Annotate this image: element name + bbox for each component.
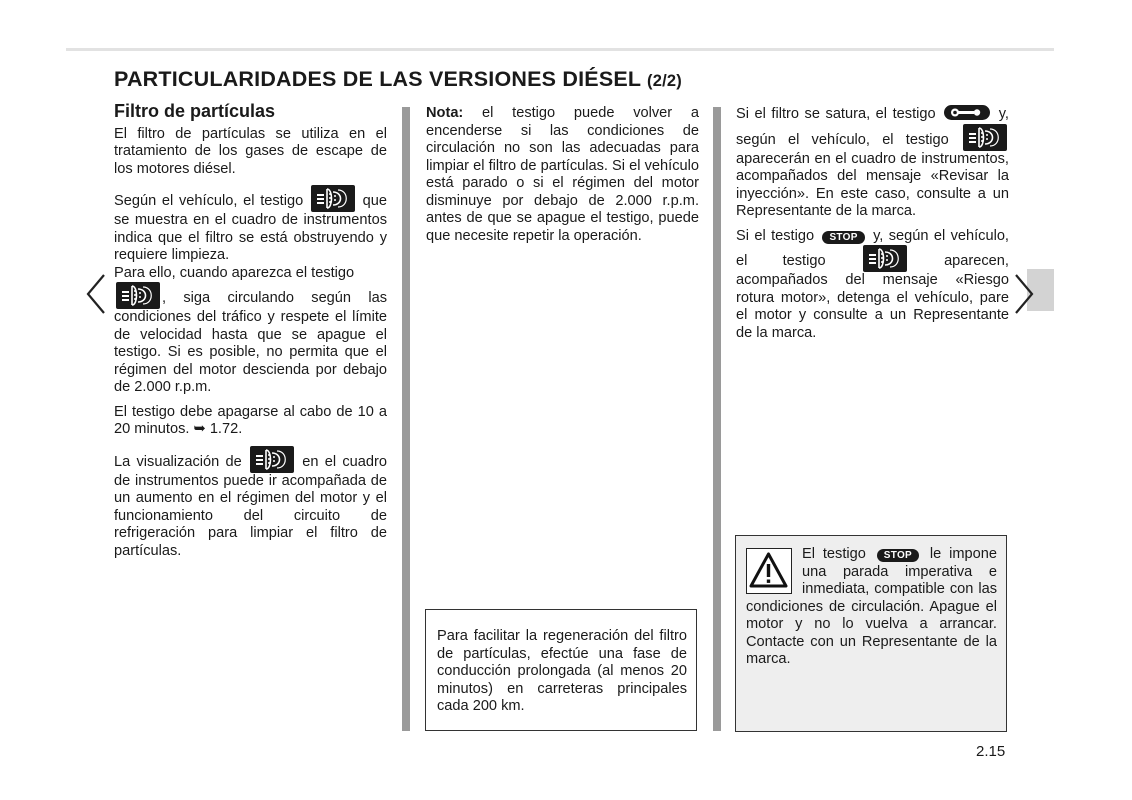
column-1 xyxy=(114,103,387,567)
page-number: 2.15 xyxy=(976,743,1006,760)
particle-filter-warning-icon xyxy=(863,245,907,272)
next-page-button[interactable] xyxy=(1010,272,1038,316)
paragraph-intro: El filtro de partículas se utiliza en el tratamiento de los gases de escape de los motores diésel. xyxy=(114,125,387,177)
paragraph-warning-light: Según el vehículo, el testigo que se muestra en el cuadro de instrumentos indica que el filtro se está obstruyendo y requiere limpieza. xyxy=(114,185,387,265)
paragraph-instructions: Para ello, cuando aparezca el testigo , siga circulando según las condiciones del tráfico y respete el límite de velocidad hasta que se apague el testigo. Si es posible, no permita que el régimen del motor descienda por debajo de 2.000 r.p.m. xyxy=(114,264,387,395)
column-separator xyxy=(713,107,721,731)
stop-warning-box xyxy=(735,535,1007,732)
title-part: (2/2) xyxy=(647,72,682,90)
paragraph-stop-warning: Si el testigo STOP y, según el vehículo, el testigo aparecen, acompañados del mensaje «Riesgo rotura motor», detenga el vehículo, pare el motor y consulte a un Representante de la marca. xyxy=(736,227,1009,341)
note-paragraph: Nota: el testigo puede volver a encenderse si las condiciones de circulación no son las adecuadas para limpiar el filtro de partículas. Si el vehículo está parado o si el régimen del motor disminuye por debajo de 2.000 r.p.m. antes de que se apague el testigo, puede que necesite repetir la operación. xyxy=(426,105,699,244)
previous-page-button[interactable] xyxy=(82,272,110,316)
particle-filter-warning-icon xyxy=(250,446,294,473)
paragraph-saturated-filter: Si el filtro se satura, el testigo y, según el vehículo, el testigo aparecerán en el cuadro de instrumentos, acompañados del mensaje «Revisar la inyección». En este caso, consulte a un Representante de la marca. xyxy=(736,106,1009,219)
particle-filter-warning-icon xyxy=(963,124,1007,151)
page-title: PARTICULARIDADES DE LAS VERSIONES DIÉSEL (2/2) xyxy=(114,67,682,91)
service-wrench-warning-icon xyxy=(944,105,990,120)
stop-warning-text: El testigo STOP le impone una parada imperativa e inmediata, compatible con las condiciones de circulación. Apague el motor y no lo vuelva a arrancar. Contacte con un Representante de la marca. xyxy=(746,546,997,667)
note-label: Nota: xyxy=(426,105,464,121)
paragraph-duration: El testigo debe apagarse al cabo de 10 a 20 minutos. ➥ 1.72. xyxy=(114,403,387,437)
particle-filter-warning-icon xyxy=(311,185,355,212)
column-3 xyxy=(736,105,1009,349)
paragraph-display: La visualización de en el cuadro de instrumentos puede ir acompañada de un aumento en el régimen del motor y el funcionamiento del circuito de refrigeración para limpiar el filtro de partículas. xyxy=(114,446,387,561)
regeneration-tip-text: Para facilitar la regeneración del filtro de partículas, efectúe una fase de conducción prolongada (al menos 20 minutos) en carreteras principales cada 200 km. xyxy=(437,628,687,714)
regeneration-tip-box xyxy=(425,609,697,731)
page-reference[interactable]: 1.72. xyxy=(209,421,243,437)
stop-warning-icon: STOP xyxy=(877,549,919,562)
particle-filter-warning-icon xyxy=(116,282,160,309)
stop-warning-icon: STOP xyxy=(822,231,864,244)
chevron-right-icon xyxy=(1010,272,1038,316)
column-separator xyxy=(402,107,410,731)
page-reference-arrow-icon: ➥ xyxy=(193,421,206,437)
top-rule xyxy=(66,48,1054,51)
section-subtitle: Filtro de partículas xyxy=(114,101,276,121)
column-2 xyxy=(426,105,699,252)
chevron-left-icon xyxy=(82,272,110,316)
warning-triangle-icon xyxy=(746,548,792,594)
